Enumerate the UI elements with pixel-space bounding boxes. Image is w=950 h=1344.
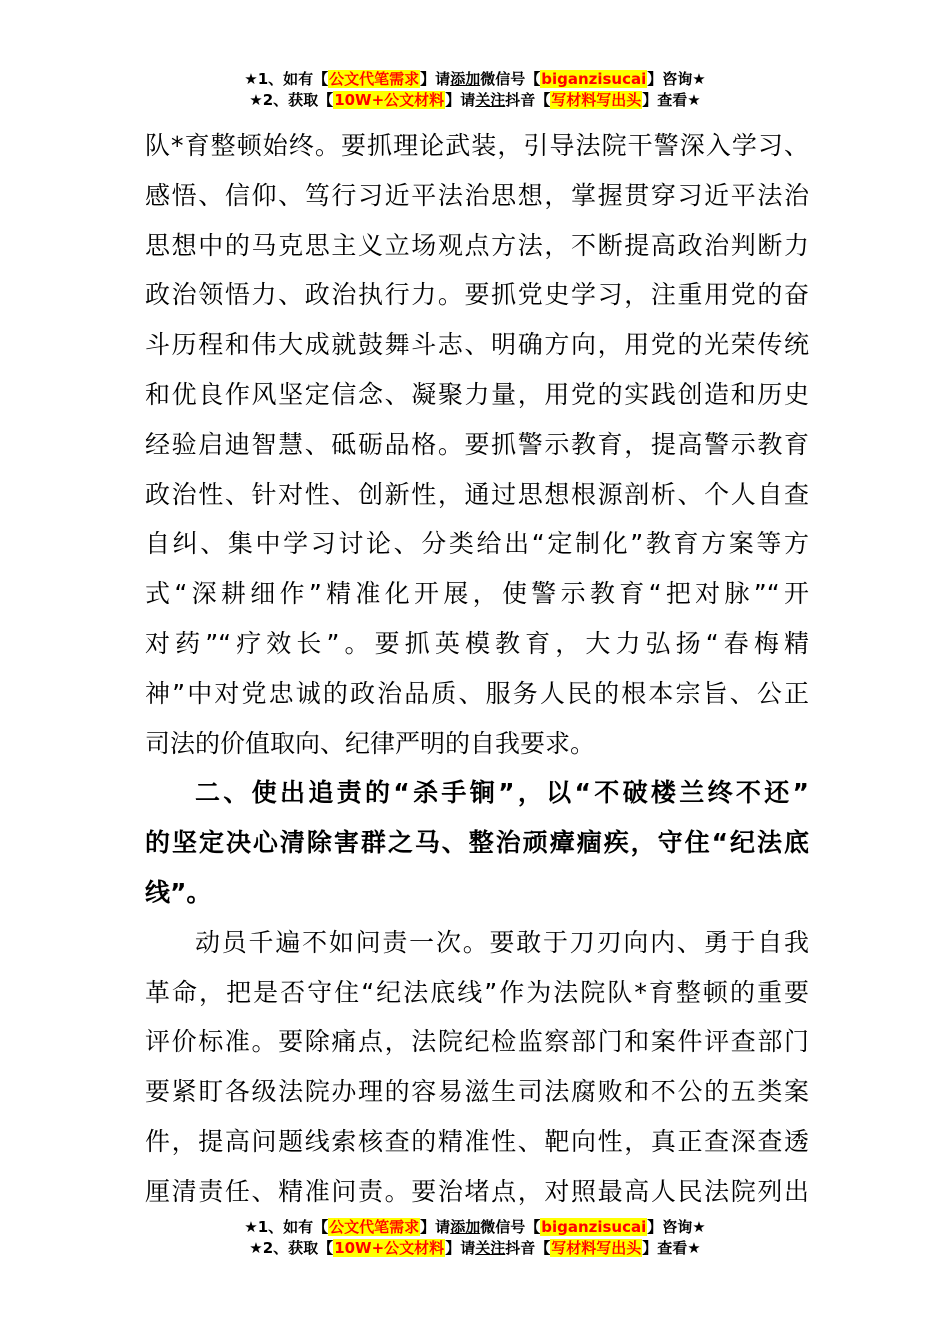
body-line: 革命，把是否守住“纪法底线”作为法院队*育整顿的重要: [145, 977, 809, 1007]
body-line: 经验启迪智慧、砥砺品格。要抓警示教育，提高警示教育: [145, 429, 809, 459]
body-line: 动员千遍不如问责一次。要敢于刀刃向内、勇于自我: [195, 927, 809, 957]
highlight-text: 公文代笔需求: [329, 70, 420, 88]
body-line: 斗历程和伟大成就鼓舞斗志、明确方向，用党的光荣传统: [145, 330, 809, 360]
highlight-text: 10W+公文材料: [334, 91, 445, 109]
body-line: 神”中对党忠诚的政治品质、服务人民的根本宗旨、公正: [145, 678, 809, 708]
body-line: 政治领悟力、政治执行力。要抓党史学习，注重用党的奋: [145, 280, 809, 310]
document-body: [145, 121, 809, 1217]
body-line: 政治性、针对性、创新性，通过思想根源剖析、个人自查: [145, 479, 809, 509]
body-line: 感悟、信仰、笃行习近平法治思想，掌握贯穿习近平法治: [145, 180, 809, 210]
douyin-id: 写材料写出头: [551, 91, 642, 109]
wechat-id: biganzisucai: [541, 1218, 647, 1236]
body-line: 对药”“疗效长”。要抓英模教育，大力弘扬“春梅精: [145, 628, 809, 658]
wechat-id: biganzisucai: [541, 70, 647, 88]
section-heading: 线”。: [145, 877, 212, 907]
body-line: 思想中的马克思主义立场观点方法，不断提高政治判断力: [145, 230, 809, 260]
top-banner: [0, 69, 950, 111]
section-heading: 的坚定决心清除害群之马、整治顽瘴痼疾，守住“纪法底: [145, 828, 809, 858]
section-heading: 二、使出追责的“杀手锏”，以“不破楼兰终不还”: [195, 778, 809, 808]
body-line: 厘清责任、精准问责。要治堵点，对照最高人民法院列出: [145, 1176, 809, 1206]
banner-line-2: ★2、获取【10W+公文材料】请关注抖音【写材料写出头】查看★: [249, 1239, 701, 1257]
highlight-text: 10W+公文材料: [334, 1239, 445, 1257]
body-line: 司法的价值取向、纪律严明的自我要求。: [145, 728, 596, 758]
banner-line-1: ★1、如有【公文代笔需求】请添加微信号【biganzisucai】咨询★: [244, 70, 706, 88]
body-line: 队*育整顿始终。要抓理论武装，引导法院干警深入学习、: [145, 131, 809, 160]
banner-line-2: ★2、获取【10W+公文材料】请关注抖音【写材料写出头】查看★: [249, 91, 701, 109]
body-line: 式“深耕细作”精准化开展，使警示教育“把对脉”“开: [145, 579, 809, 609]
douyin-id: 写材料写出头: [551, 1239, 642, 1257]
body-line: 和优良作风坚定信念、凝聚力量，用党的实践创造和历史: [145, 379, 809, 409]
body-line: 要紧盯各级法院办理的容易滋生司法腐败和不公的五类案: [145, 1077, 809, 1107]
body-line: 自纠、集中学习讨论、分类给出“定制化”教育方案等方: [145, 529, 809, 559]
body-line: 件，提高问题线索核查的精准性、靶向性，真正查深查透: [145, 1126, 809, 1156]
banner-line-1: ★1、如有【公文代笔需求】请添加微信号【biganzisucai】咨询★: [244, 1218, 706, 1236]
highlight-text: 公文代笔需求: [329, 1218, 420, 1236]
body-line: 评价标准。要除痛点，法院纪检监察部门和案件评查部门: [145, 1027, 809, 1057]
bottom-banner: [0, 1217, 950, 1259]
